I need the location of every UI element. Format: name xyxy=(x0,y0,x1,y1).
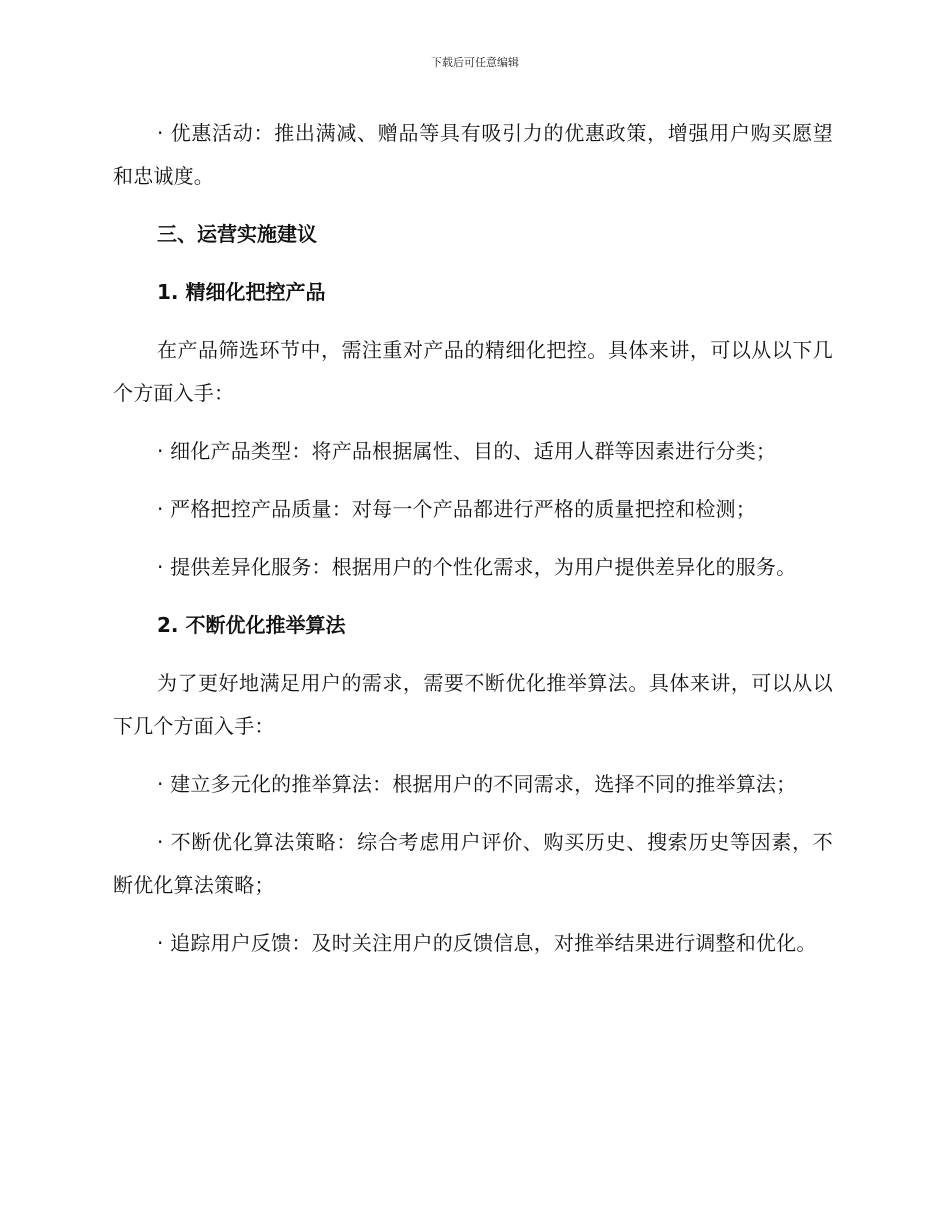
bullet-paragraph-optimize-strategy: · 不断优化算法策略：综合考虑用户评价、购买历史、搜索历史等因素，不断优化算法策略； xyxy=(113,830,833,897)
document-body xyxy=(113,112,833,980)
section-heading-3: 三、运营实施建议 xyxy=(157,222,317,246)
bullet-paragraph-user-feedback: · 追踪用户反馈：及时关注用户的反馈信息，对推举结果进行调整和优化。 xyxy=(157,931,817,955)
bullet-paragraph-promotions: · 优惠活动：推出满减、赠品等具有吸引力的优惠政策，增强用户购买愿望和忠诚度。 xyxy=(113,121,833,188)
page-header: 下载后可任意编辑 xyxy=(431,56,519,69)
paragraph-product-intro: 在产品筛选环节中，需注重对产品的精细化把控。具体来讲，可以从以下几个方面入手： xyxy=(113,338,833,405)
paragraph-algorithm-intro: 为了更好地满足用户的需求，需要不断优化推举算法。具体来讲，可以从以下几个方面入手： xyxy=(113,671,833,738)
bullet-paragraph-diverse-algorithms: · 建立多元化的推举算法：根据用户的不同需求，选择不同的推举算法； xyxy=(157,772,797,796)
bullet-paragraph-product-types: · 细化产品类型：将产品根据属性、目的、适用人群等因素进行分类； xyxy=(157,439,777,463)
subsection-heading-2: 2. 不断优化推举算法 xyxy=(157,613,346,637)
bullet-paragraph-product-quality: · 严格把控产品质量：对每一个产品都进行严格的质量把控和检测； xyxy=(157,497,756,521)
bullet-paragraph-differentiated-service: · 提供差异化服务：根据用户的个性化需求，为用户提供差异化的服务。 xyxy=(157,555,797,579)
subsection-heading-1: 1. 精细化把控产品 xyxy=(157,280,326,304)
